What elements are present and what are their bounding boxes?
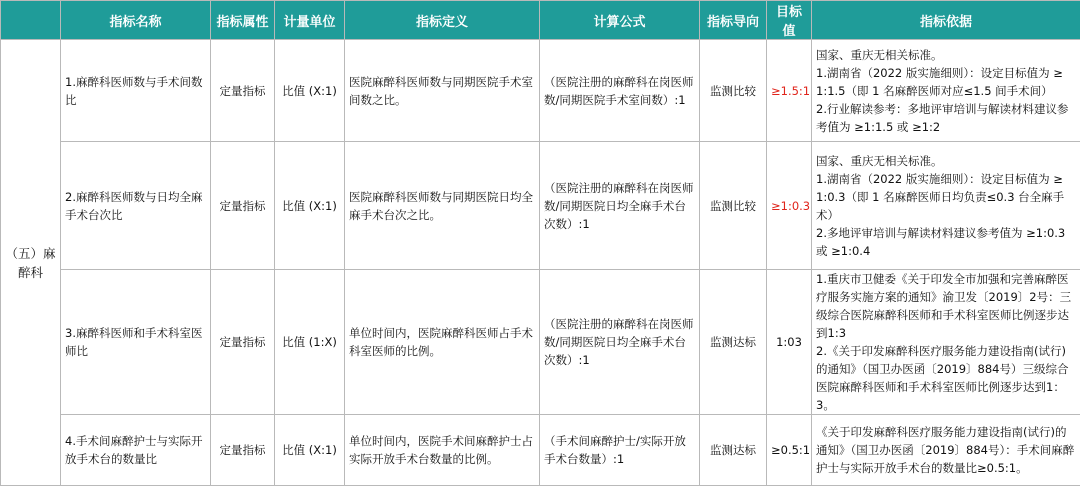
basis-line: 1.湖南省（2022 版实施细则）：设定目标值为 ≥ 1:0.3（即 1 名麻醉医师日均负责≤0.3 台全麻手术） — [816, 170, 1076, 224]
header-name: 指标名称 — [61, 1, 211, 40]
indicator-name: 3.麻醉科医师和手术科室医师比 — [61, 270, 211, 415]
indicator-attr: 定量指标 — [211, 415, 275, 486]
header-formula: 计算公式 — [540, 1, 700, 40]
indicator-basis — [812, 270, 1080, 415]
table-row — [1, 270, 1080, 415]
basis-line: 1.湖南省（2022 版实施细则）：设定目标值为 ≥ 1:1.5（即 1 名麻醉医师对应≤1.5 间手术间） — [816, 64, 1076, 100]
category-cell: （五）麻醉科 — [1, 40, 61, 486]
basis-line: 1.重庆市卫健委《关于印发全市加强和完善麻醉医疗服务实施方案的通知》渝卫发〔2019〕2号：三级综合医院麻醉科医师和手术科室医师比例逐步达到1:3 — [816, 270, 1076, 342]
indicator-attr: 定量指标 — [211, 142, 275, 270]
indicator-unit: 比值 (X:1) — [275, 142, 345, 270]
basis-line: 2.《关于印发麻醉科医疗服务能力建设指南(试行)的通知》（国卫办医函〔2019〕884号）三级综合医院麻醉科医师和手术科室医师比例逐步达到1：3。 — [816, 342, 1076, 414]
indicator-target: ≥0.5:1 — [767, 415, 812, 486]
basis-line: 2.行业解读参考：多地评审培训与解读材料建议参考值为 ≥1:1.5 或 ≥1:2 — [816, 100, 1076, 136]
indicator-definition: 医院麻醉科医师数与同期医院日均全麻手术台次之比。 — [345, 142, 540, 270]
indicator-target: 1:03 — [767, 270, 812, 415]
header-unit: 计量单位 — [275, 1, 345, 40]
header-basis: 指标依据 — [812, 1, 1080, 40]
header-target: 目标值 — [767, 1, 812, 40]
table-row — [1, 415, 1080, 486]
indicator-target: ≥1.5:1 — [767, 40, 812, 142]
basis-line: 2.多地评审培训与解读材料建议参考值为 ≥1:0.3 或 ≥1:0.4 — [816, 224, 1076, 260]
indicator-formula: （医院注册的麻醉科在岗医师数/同期医院日均全麻手术台次数）:1 — [540, 142, 700, 270]
header-blank — [1, 1, 61, 40]
table-row — [1, 40, 1080, 142]
indicator-direction: 监测达标 — [700, 270, 767, 415]
indicator-basis — [812, 415, 1080, 486]
indicator-unit: 比值 (X:1) — [275, 415, 345, 486]
header-definition: 指标定义 — [345, 1, 540, 40]
indicator-direction: 监测比较 — [700, 142, 767, 270]
indicator-basis — [812, 40, 1080, 142]
indicator-unit: 比值 (X:1) — [275, 40, 345, 142]
indicator-name: 1.麻醉科医师数与手术间数比 — [61, 40, 211, 142]
header-row — [1, 1, 1080, 40]
basis-line: 《关于印发麻醉科医疗服务能力建设指南(试行)的通知》（国卫办医函〔2019〕884号）：手术间麻醉护士与实际开放手术台的数量比≥0.5:1。 — [816, 423, 1076, 477]
basis-line: 国家、重庆无相关标准。 — [816, 46, 1076, 64]
indicator-unit: 比值 (1:X) — [275, 270, 345, 415]
indicator-name: 4.手术间麻醉护士与实际开放手术台的数量比 — [61, 415, 211, 486]
indicator-formula: （医院注册的麻醉科在岗医师数/同期医院手术室间数）:1 — [540, 40, 700, 142]
header-direction: 指标导向 — [700, 1, 767, 40]
indicator-definition: 单位时间内，医院手术间麻醉护士占实际开放手术台数量的比例。 — [345, 415, 540, 486]
indicator-formula: （手术间麻醉护士/实际开放手术台数量）:1 — [540, 415, 700, 486]
indicator-formula: （医院注册的麻醉科在岗医师数/同期医院日均全麻手术台次数）:1 — [540, 270, 700, 415]
indicator-direction: 监测比较 — [700, 40, 767, 142]
indicator-name: 2.麻醉科医师数与日均全麻手术台次比 — [61, 142, 211, 270]
table-row — [1, 142, 1080, 270]
header-attr: 指标属性 — [211, 1, 275, 40]
indicator-direction: 监测达标 — [700, 415, 767, 486]
indicator-target: ≥1:0.3 — [767, 142, 812, 270]
indicator-definition: 医院麻醉科医师数与同期医院手术室间数之比。 — [345, 40, 540, 142]
indicator-basis — [812, 142, 1080, 270]
indicator-attr: 定量指标 — [211, 270, 275, 415]
indicator-definition: 单位时间内，医院麻醉科医师占手术科室医师的比例。 — [345, 270, 540, 415]
indicator-attr: 定量指标 — [211, 40, 275, 142]
basis-line: 国家、重庆无相关标准。 — [816, 152, 1076, 170]
